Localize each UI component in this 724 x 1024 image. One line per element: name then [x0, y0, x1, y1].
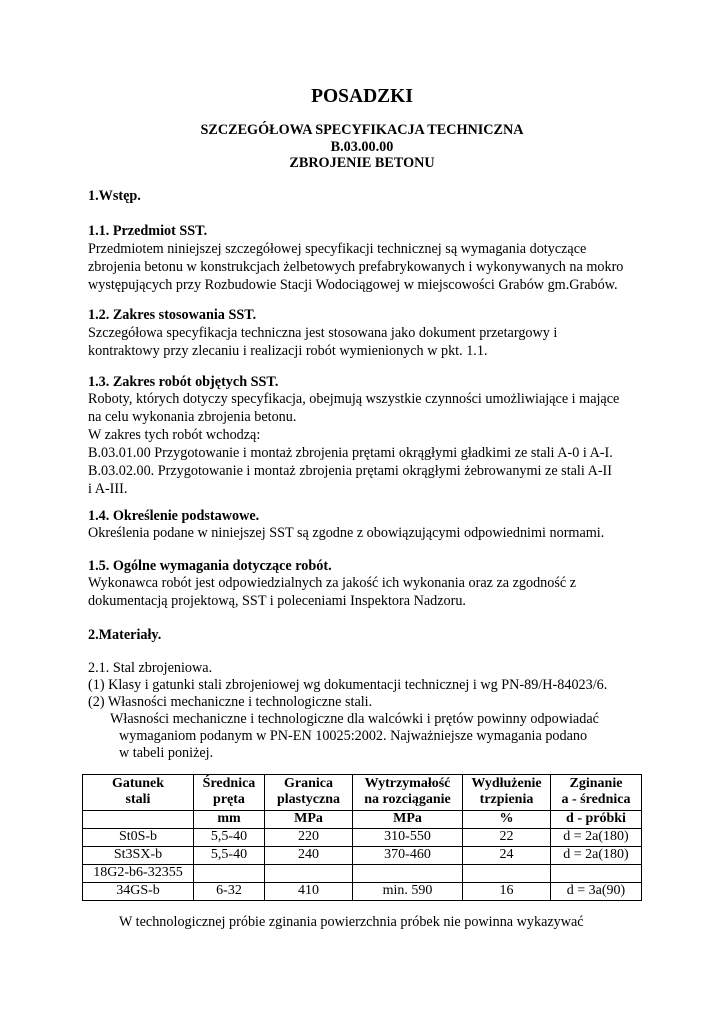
- document-title: POSADZKI: [311, 86, 413, 107]
- table-header-cell: Granica plastyczna: [265, 775, 353, 811]
- table-cell: 310-550: [353, 829, 463, 847]
- table-cell: 240: [265, 847, 353, 865]
- paragraph-line: Roboty, których dotyczy specyfikacja, obejmują wszystkie czynności umożliwiające i mające: [88, 391, 620, 407]
- paragraph-line: Wykonawca robót jest odpowiedzialnych za jakość ich wykonania oraz za zgodność z: [88, 575, 577, 591]
- section-1-2-heading: 1.2. Zakres stosowania SST.: [88, 307, 257, 323]
- table-cell: 370-460: [353, 847, 463, 865]
- table-cell: [83, 811, 194, 829]
- paragraph-line: Własności mechaniczne i technologiczne dla walcówki i prętów powinny odpowiadać: [110, 711, 599, 727]
- paragraph-line: Określenia podane w niniejszej SST są zgodne z obowiązującymi odpowiednimi normami.: [88, 525, 605, 541]
- table-cell: MPa: [353, 811, 463, 829]
- paragraph-line: Szczegółowa specyfikacja techniczna jest stosowana jako dokument przetargowy i: [88, 325, 558, 341]
- paragraph-line: B.03.01.00 Przygotowanie i montaż zbrojenia prętami okrągłymi gładkimi ze stali A-0 i A-I.: [88, 445, 613, 461]
- table-cell: [265, 865, 353, 883]
- paragraph-line: wymaganiom podanym w PN-EN 10025:2002. Najważniejsze wymagania podano: [119, 728, 588, 744]
- table-cell: min. 590: [353, 883, 463, 901]
- table-row: [83, 883, 642, 901]
- steel-properties-table: [82, 774, 642, 901]
- section-1-heading: 1.Wstęp.: [88, 188, 141, 204]
- section-1-4-heading: 1.4. Określenie podstawowe.: [88, 508, 260, 524]
- paragraph-line: Przedmiotem niniejszej szczegółowej specyfikacji technicznej są wymagania dotyczące: [88, 241, 587, 257]
- table-cell: MPa: [265, 811, 353, 829]
- paragraph-line: w tabeli poniżej.: [119, 745, 214, 761]
- table-header-row: [83, 775, 642, 811]
- table-cell: St3SX-b: [83, 847, 194, 865]
- document-code: B.03.00.00: [330, 139, 394, 155]
- paragraph-line: na celu wykonania zbrojenia betonu.: [88, 409, 297, 425]
- table-cell: 24: [463, 847, 551, 865]
- paragraph-line: (2) Własności mechaniczne i technologiczne stali.: [88, 694, 373, 710]
- paragraph-line: (1) Klasy i gatunki stali zbrojeniowej wg dokumentacji technicznej i wg PN-89/H-84023/6.: [88, 677, 608, 693]
- table-row: [83, 829, 642, 847]
- section-1-1-heading: 1.1. Przedmiot SST.: [88, 223, 208, 239]
- table-cell: St0S-b: [83, 829, 194, 847]
- table-cell: d = 3a(90): [551, 883, 642, 901]
- table-cell: 5,5-40: [194, 847, 265, 865]
- section-1-3-heading: 1.3. Zakres robót objętych SST.: [88, 374, 279, 390]
- table-header-cell: Średnica pręta: [194, 775, 265, 811]
- table-cell: [551, 865, 642, 883]
- table-cell: 22: [463, 829, 551, 847]
- table-header-cell: Wytrzymałość na rozciąganie: [353, 775, 463, 811]
- table-header-cell: Gatunek stali: [83, 775, 194, 811]
- table-cell: d - próbki: [551, 811, 642, 829]
- table-cell: 6-32: [194, 883, 265, 901]
- paragraph-line: występujących przy Rozbudowie Stacji Wodociągowej w miejscowości Grabów gm.Grabów.: [88, 277, 618, 293]
- table-cell: [353, 865, 463, 883]
- table-cell: 18G2-b6-32355: [83, 865, 194, 883]
- paragraph-line: kontraktowy przy zlecaniu i realizacji robót wymienionych w pkt. 1.1.: [88, 343, 488, 359]
- paragraph-line: 2.1. Stal zbrojeniowa.: [88, 660, 213, 676]
- section-1-5-heading: 1.5. Ogólne wymagania dotyczące robót.: [88, 558, 332, 574]
- paragraph-line: W technologicznej próbie zginania powierzchnia próbek nie powinna wykazywać: [119, 914, 584, 930]
- document-subject: ZBROJENIE BETONU: [289, 155, 435, 171]
- table-cell: 220: [265, 829, 353, 847]
- table-cell: [194, 865, 265, 883]
- table-row: [83, 847, 642, 865]
- paragraph-line: B.03.02.00. Przygotowanie i montaż zbrojenia prętami okrągłymi żebrowanymi ze stali A-II: [88, 463, 613, 479]
- table-cell: mm: [194, 811, 265, 829]
- paragraph-line: dokumentacją projektową, SST i poleceniami Inspektora Nadzoru.: [88, 593, 466, 609]
- table-row: [83, 865, 642, 883]
- table-header-cell: Wydłużenie trzpienia: [463, 775, 551, 811]
- table-cell: 16: [463, 883, 551, 901]
- section-2-heading: 2.Materiały.: [88, 627, 162, 643]
- table-cell: 410: [265, 883, 353, 901]
- table-units-row: [83, 811, 642, 829]
- table-cell: 34GS-b: [83, 883, 194, 901]
- table-cell: d = 2a(180): [551, 829, 642, 847]
- paragraph-line: i A-III.: [88, 481, 128, 497]
- paragraph-line: W zakres tych robót wchodzą:: [88, 427, 261, 443]
- table-cell: [463, 865, 551, 883]
- table-cell: 5,5-40: [194, 829, 265, 847]
- paragraph-line: zbrojenia betonu w konstrukcjach żelbetowych prefabrykowanych i wykonywanych na mokro: [88, 259, 624, 275]
- table-cell: %: [463, 811, 551, 829]
- document-subtitle: SZCZEGÓŁOWA SPECYFIKACJA TECHNICZNA: [200, 122, 524, 138]
- table-cell: d = 2a(180): [551, 847, 642, 865]
- table-header-cell: Zginanie a - średnica: [551, 775, 642, 811]
